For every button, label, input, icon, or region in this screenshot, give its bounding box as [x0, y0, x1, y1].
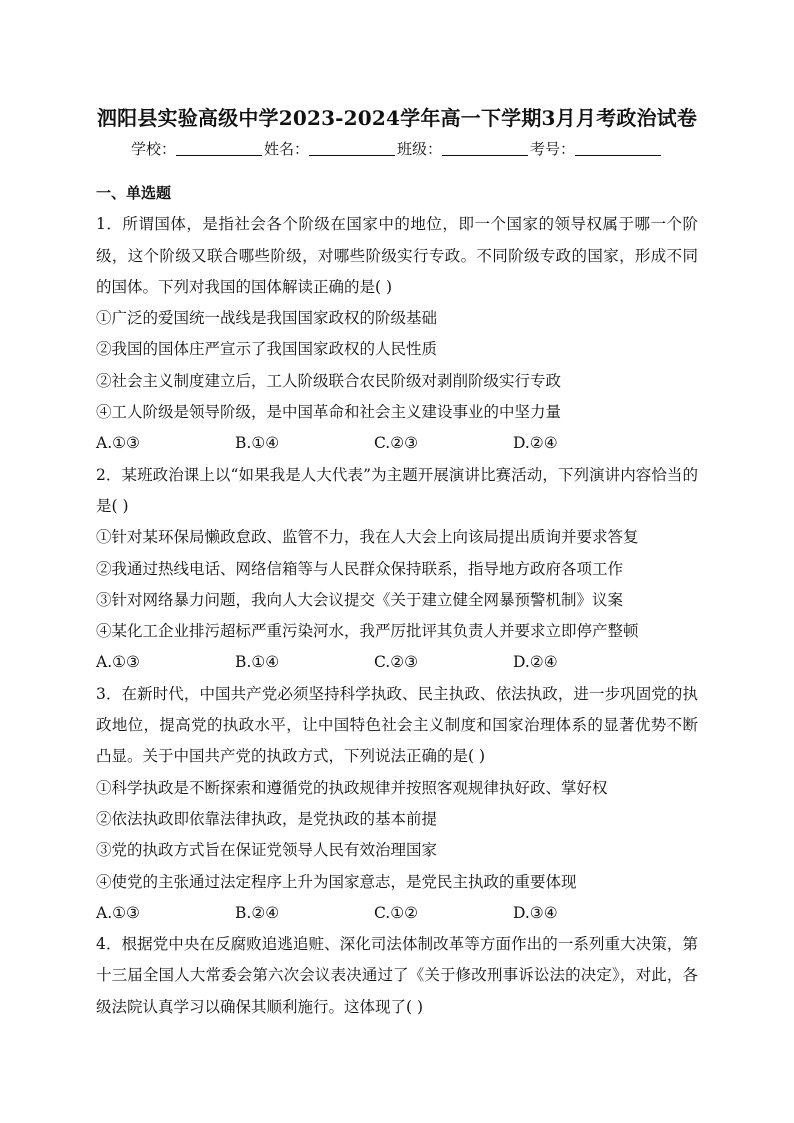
answer-choices	[96, 428, 698, 459]
question-stem: 3．在新时代，中国共产党必须坚持科学执政、民主执政、依法执政，进一步巩固党的执政地位，提高党的执政水平，让中国特色社会主义制度和国家治理体系的显著优势不断凸显。关于中国共产党的执政方式，下列说法正确的是( )	[96, 684, 698, 766]
answer-choices	[96, 647, 698, 678]
name-blank[interactable]	[309, 141, 395, 156]
number-blank[interactable]	[575, 141, 661, 156]
statement: ①针对某环保局懒政怠政、监管不力，我在人大会上向该局提出质询并要求答复	[96, 528, 639, 547]
student-info-line	[0, 138, 794, 159]
question-2	[96, 460, 698, 679]
choice-c: C.②③	[374, 653, 419, 672]
statement: ④工人阶级是领导阶级，是中国革命和社会主义建设事业的中坚力量	[96, 403, 562, 422]
name-label: 姓名：	[263, 140, 309, 158]
statement: ②我通过热线电话、网络信箱等与人民群众保持联系，指导地方政府各项工作	[96, 559, 624, 578]
answer-choices	[96, 898, 698, 929]
choice-d: D.③④	[513, 903, 558, 922]
choice-a: A.①③	[96, 653, 140, 672]
statement: ②社会主义制度建立后，工人阶级联合农民阶级对剥削阶级实行专政	[96, 371, 562, 390]
school-blank[interactable]	[176, 141, 262, 156]
question-4	[96, 929, 698, 1023]
statement: ③针对网络暴力问题，我向人大会议提交《关于建立健全网暴预警机制》议案	[96, 590, 624, 609]
choice-c: C.①②	[374, 903, 419, 922]
statement: ②我国的国体庄严宣示了我国国家政权的人民性质	[96, 340, 438, 359]
question-list	[96, 178, 698, 1023]
section-heading: 一、单选题	[96, 184, 172, 202]
question-stem: 2．某班政治课上以“如果我是人大代表”为主题开展演讲比赛活动，下列演讲内容恰当的是( )	[96, 465, 698, 515]
statement: ③党的执政方式旨在保证党领导人民有效治理国家	[96, 841, 438, 860]
choice-a: A.①③	[96, 903, 140, 922]
choice-b: B.①④	[235, 434, 280, 453]
school-label: 学校：	[130, 140, 176, 158]
choice-d: D.②④	[513, 653, 558, 672]
page-title: 泗阳县实验高级中学2023-2024学年高一下学期3月月考政治试卷	[96, 106, 698, 130]
question-stem: 1．所谓国体，是指社会各个阶级在国家中的地位，即一个国家的领导权属于哪一个阶级，这个阶级又联合哪些阶级，对哪些阶级实行专政。不同阶级专政的国家，形成不同的国体。下列对我国的国体解读正确的是( )	[96, 215, 698, 296]
statement: ①广泛的爱国统一战线是我国国家政权的阶级基础	[96, 309, 438, 328]
choice-c: C.②③	[374, 434, 419, 453]
question-3	[96, 679, 698, 929]
statement: ④使党的主张通过法定程序上升为国家意志，是党民主执政的重要体现	[96, 872, 577, 891]
choice-b: B.①④	[235, 653, 280, 672]
class-label: 班级：	[397, 140, 443, 158]
choice-a: A.①③	[96, 434, 140, 453]
choice-b: B.②④	[235, 903, 280, 922]
statement: ②依法执政即依靠法律执政，是党执政的基本前提	[96, 809, 438, 828]
class-blank[interactable]	[442, 141, 528, 156]
statement: ①科学执政是不断探索和遵循党的执政规律并按照客观规律执好政、掌好权	[96, 778, 608, 797]
question-stem: 4．根据党中央在反腐败追逃追赃、深化司法体制改革等方面作出的一系列重大决策，第十三届全国人大常委会第六次会议表决通过了《关于修改刑事诉讼法的决定》，对此，各级法院认真学习以确保其顺利施行。这体现了( )	[96, 935, 698, 1016]
question-1	[96, 209, 698, 459]
statement: ④某化工企业排污超标严重污染河水，我严厉批评其负责人并要求立即停产整顿	[96, 622, 639, 641]
choice-d: D.②④	[513, 434, 558, 453]
number-label: 考号：	[530, 140, 576, 158]
